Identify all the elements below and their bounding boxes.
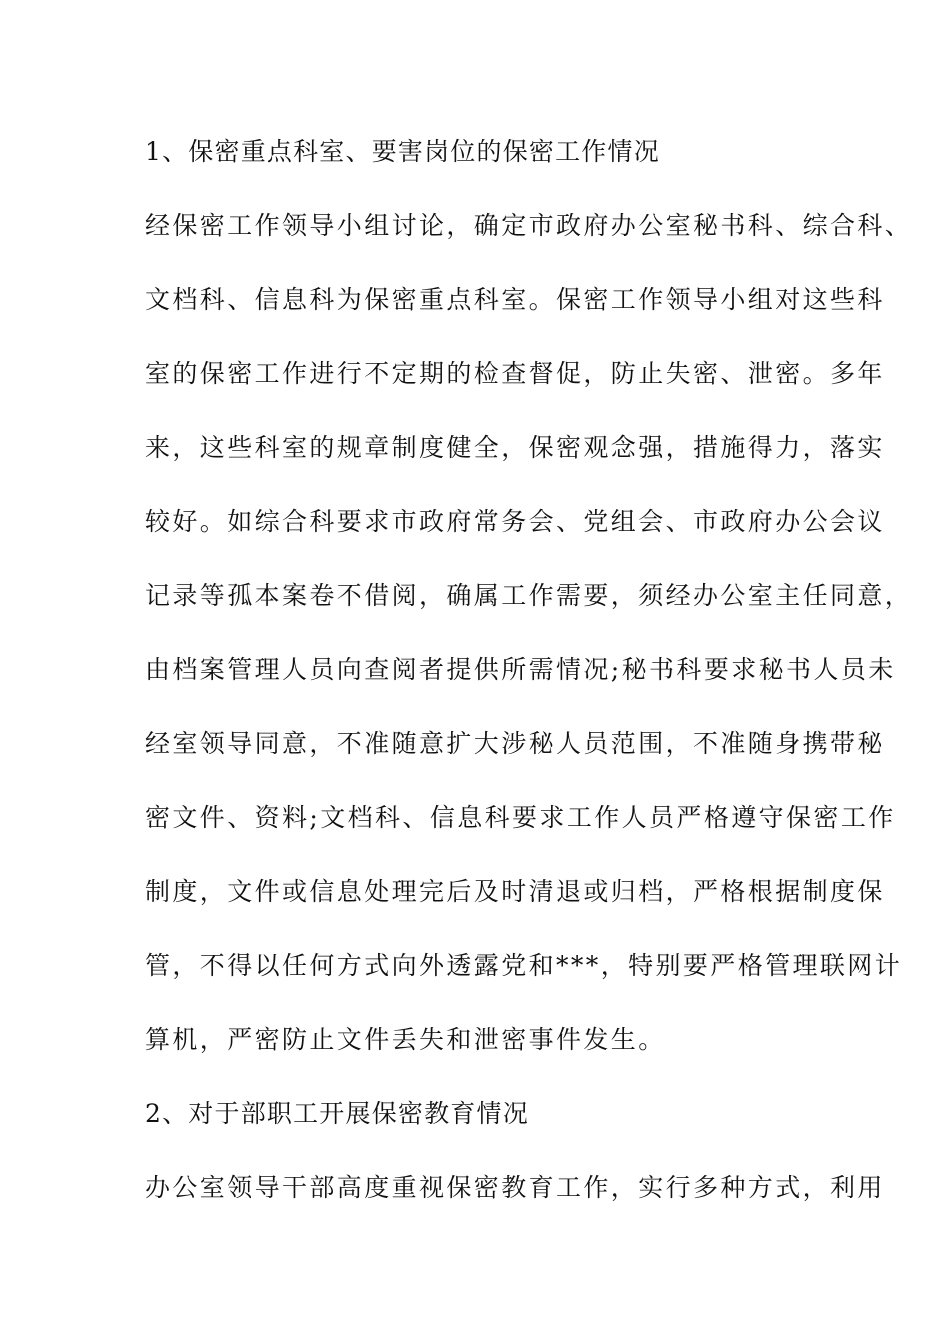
- paragraph-line: 管，不得以任何方式向外透露党和***，特别要严格管理联网计: [145, 951, 903, 980]
- paragraph-line: 较好。如综合科要求市政府常务会、党组会、市政府办公会议: [145, 507, 885, 536]
- paragraph-line: 算机，严密防止文件丢失和泄密事件发生。: [145, 1025, 666, 1054]
- section-1-heading: 1、保密重点科室、要害岗位的保密工作情况: [145, 137, 660, 166]
- paragraph-line: 由档案管理人员向查阅者提供所需情况;秘书科要求秘书人员未: [145, 655, 896, 684]
- paragraph-line: 记录等孤本案卷不借阅，确属工作需要，须经办公室主任同意，: [145, 581, 913, 610]
- paragraph-line: 文档科、信息科为保密重点科室。保密工作领导小组对这些科: [145, 285, 885, 314]
- paragraph-line: 密文件、资料;文档科、信息科要求工作人员严格遵守保密工作: [145, 803, 896, 832]
- paragraph-line: 办公室领导干部高度重视保密教育工作，实行多种方式，利用: [145, 1173, 885, 1202]
- paragraph-line: 经保密工作领导小组讨论，确定市政府办公室秘书科、综合科、: [145, 211, 913, 240]
- paragraph-line: 来，这些科室的规章制度健全，保密观念强，措施得力，落实: [145, 433, 885, 462]
- paragraph-line: 制度，文件或信息处理完后及时清退或归档，严格根据制度保: [145, 877, 885, 906]
- paragraph-line: 经室领导同意，不准随意扩大涉秘人员范围，不准随身携带秘: [145, 729, 885, 758]
- paragraph-line: 室的保密工作进行不定期的检查督促，防止失密、泄密。多年: [145, 359, 885, 388]
- section-2-heading: 2、对于部职工开展保密教育情况: [145, 1099, 529, 1128]
